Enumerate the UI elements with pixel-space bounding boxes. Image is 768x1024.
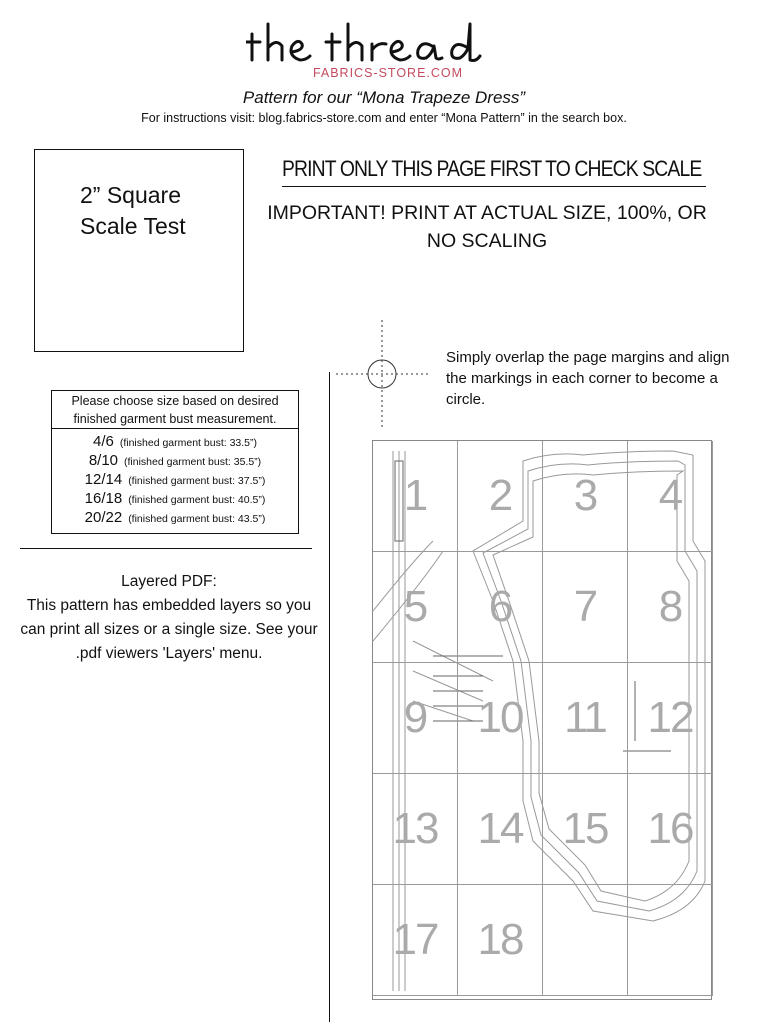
size-table — [51, 390, 299, 534]
vertical-rule — [329, 372, 330, 1022]
layered-pdf-note — [20, 570, 318, 666]
size-row — [52, 490, 298, 507]
tile-number: 1 — [403, 471, 427, 520]
pattern-tile — [628, 774, 713, 885]
pattern-tile — [458, 441, 543, 552]
pattern-tile — [458, 774, 543, 885]
print-heading: PRINT ONLY THIS PAGE FIRST TO CHECK SCALE — [282, 156, 702, 181]
size-note: (finished garment bust: 40.5”) — [128, 494, 266, 506]
tile-number: 4 — [658, 471, 682, 520]
pattern-tile — [628, 885, 713, 996]
size-row — [52, 509, 298, 526]
tile-number: 9 — [403, 693, 427, 742]
size-row — [52, 471, 298, 488]
pattern-tile — [628, 552, 713, 663]
size-value: 12/14 — [84, 471, 123, 488]
size-note: (finished garment bust: 37.5”) — [128, 475, 266, 487]
scale-test-line2: Scale Test — [80, 213, 186, 239]
tile-number: 12 — [647, 693, 693, 742]
tile-number: 15 — [562, 804, 608, 853]
pattern-tile — [543, 552, 628, 663]
pattern-tile — [373, 552, 458, 663]
pattern-tile — [373, 663, 458, 774]
scale-test-label — [80, 180, 186, 242]
size-table-header: Please choose size based on desired finished garment bust measurement. — [52, 391, 298, 429]
size-value: 4/6 — [92, 433, 114, 450]
tile-number: 3 — [573, 471, 597, 520]
instructions-text: For instructions visit: blog.fabrics-store.com and enter “Mona Pattern” in the search box. — [141, 111, 627, 125]
logo-subtitle: FABRICS-STORE.COM — [312, 66, 464, 80]
overlap-instructions: Simply overlap the page margins and align the markings in each corner to become a circle. — [446, 349, 730, 408]
pattern-tile — [373, 774, 458, 885]
pattern-tile — [628, 441, 713, 552]
important-notice: IMPORTANT! PRINT AT ACTUAL SIZE, 100%, OR NO SCALING — [267, 202, 707, 252]
pattern-tile — [458, 552, 543, 663]
size-note: (finished garment bust: 43.5”) — [128, 513, 266, 525]
tile-number: 8 — [658, 582, 682, 631]
size-value: 8/10 — [88, 452, 119, 469]
tile-number: 16 — [647, 804, 693, 853]
pattern-title: Pattern for our “Mona Trapeze Dress” — [242, 88, 526, 107]
registration-mark-icon — [336, 320, 428, 428]
layered-pdf-body: This pattern has embedded layers so you can print all sizes or a single size. See your .pdf viewers 'Layers' menu. — [20, 597, 318, 662]
tile-number: 2 — [488, 471, 512, 520]
size-row — [52, 433, 298, 450]
pattern-tile — [628, 663, 713, 774]
pattern-tile — [458, 885, 543, 996]
layered-pdf-title: Layered PDF: — [121, 573, 217, 590]
tile-number: 5 — [403, 582, 427, 631]
scale-test-line1: 2” Square — [80, 182, 182, 208]
tile-number: 17 — [392, 915, 438, 964]
size-row — [52, 452, 298, 469]
size-note: (finished garment bust: 35.5”) — [124, 456, 262, 468]
tile-number: 6 — [488, 582, 512, 631]
pattern-tile — [543, 774, 628, 885]
size-value: 20/22 — [84, 509, 123, 526]
pattern-tile-grid — [372, 440, 712, 1000]
scale-test-square — [34, 149, 244, 352]
tile-number: 14 — [477, 804, 523, 853]
tile-number: 13 — [392, 804, 438, 853]
pattern-tile — [543, 885, 628, 996]
pattern-tile — [458, 663, 543, 774]
the-thread-logo — [246, 20, 482, 68]
pattern-tile — [543, 441, 628, 552]
pattern-tile — [543, 663, 628, 774]
pattern-tile — [373, 885, 458, 996]
tile-number: 7 — [573, 582, 597, 631]
tile-number: 18 — [477, 915, 523, 964]
tile-number: 10 — [477, 693, 523, 742]
tile-number: 11 — [564, 693, 606, 742]
heading-underline — [282, 186, 706, 187]
section-divider — [20, 548, 312, 549]
pattern-tile — [373, 441, 458, 552]
size-value: 16/18 — [84, 490, 123, 507]
size-note: (finished garment bust: 33.5”) — [119, 437, 257, 449]
